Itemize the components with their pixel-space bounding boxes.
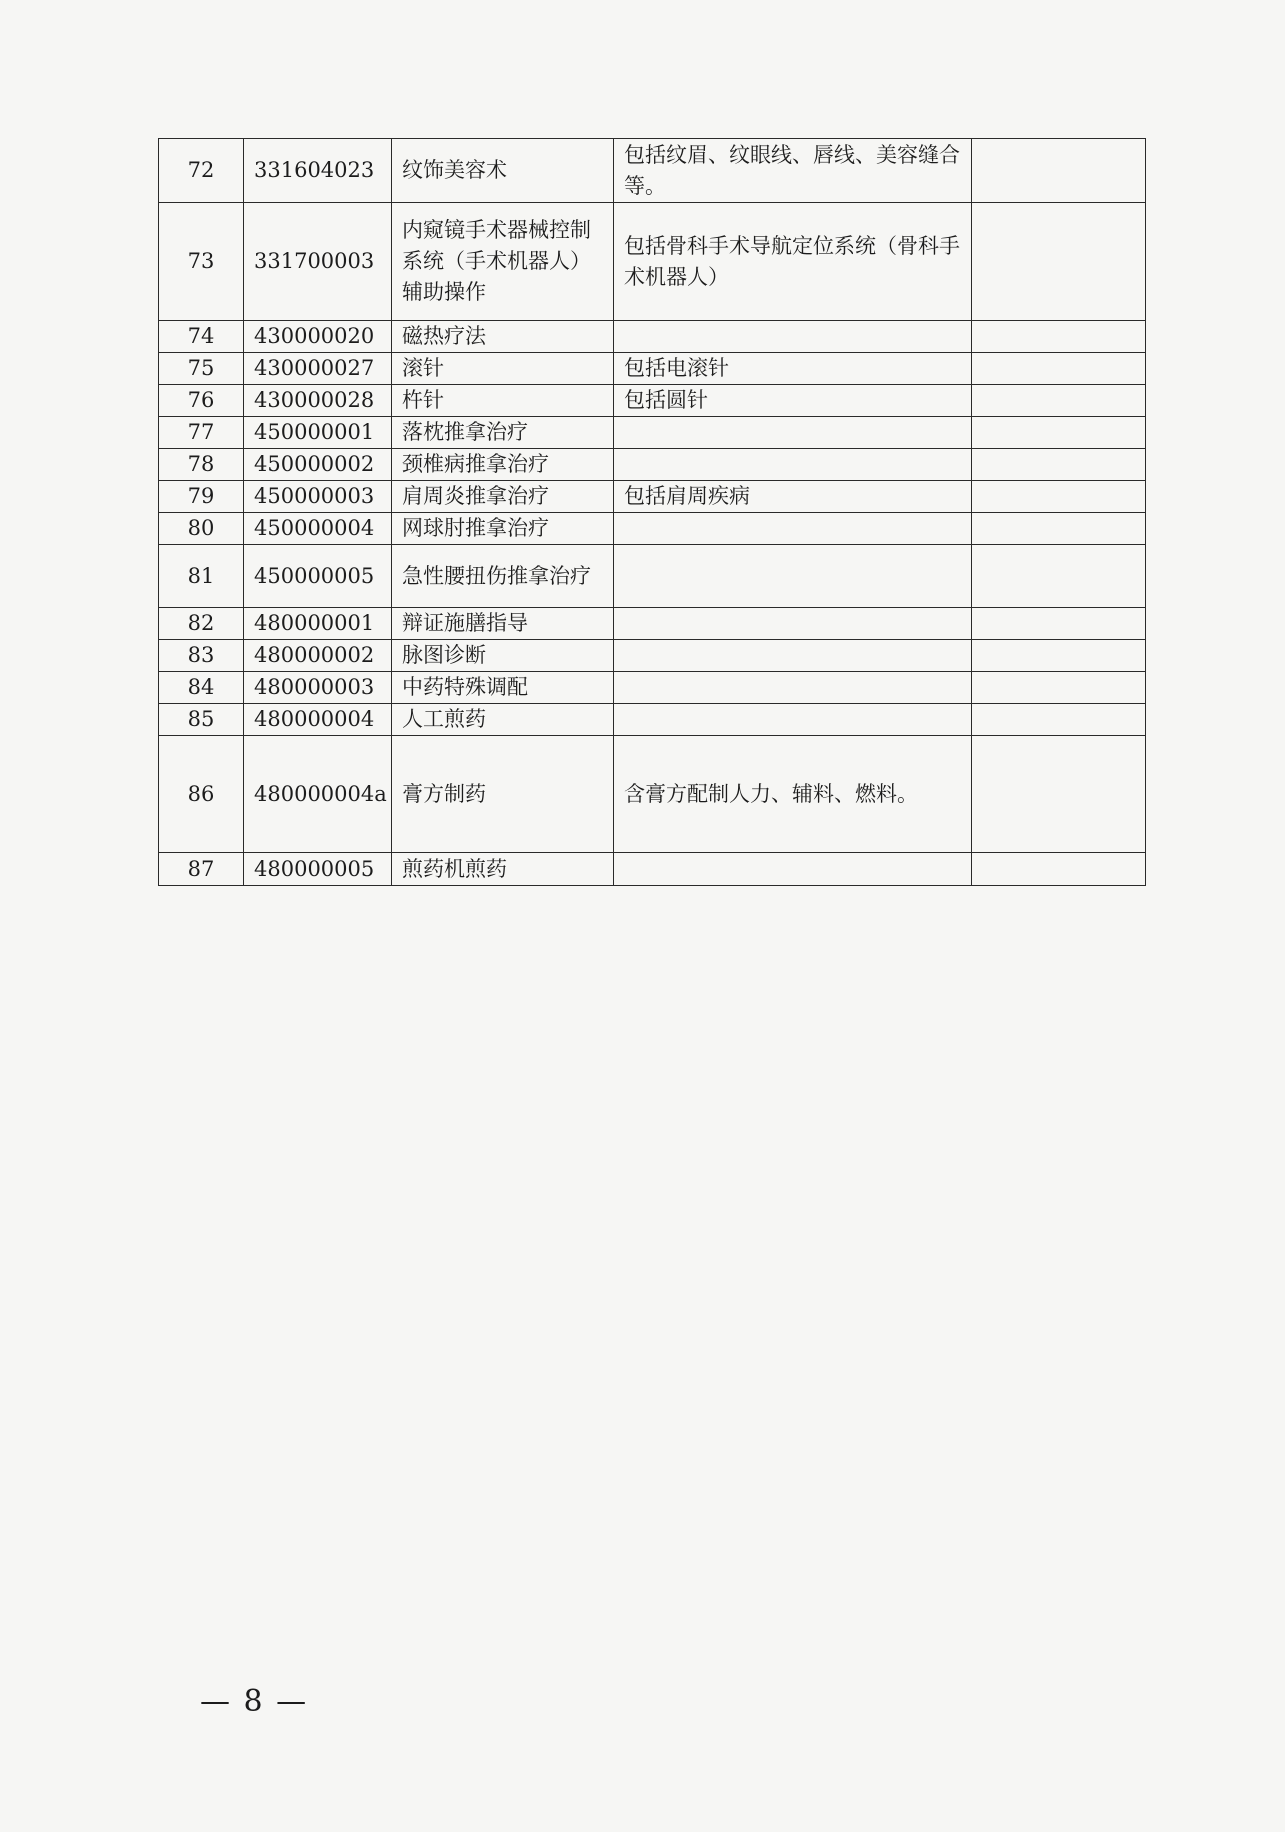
- item-name: 膏方制药: [392, 736, 614, 853]
- row-number: 84: [159, 672, 244, 704]
- item-name: 煎药机煎药: [392, 853, 614, 886]
- table-row: [159, 704, 1146, 736]
- table-row: [159, 203, 1146, 321]
- item-code: 480000002: [244, 640, 392, 672]
- item-note: [972, 203, 1146, 321]
- row-number: 72: [159, 139, 244, 203]
- item-note: [972, 481, 1146, 513]
- row-number: 80: [159, 513, 244, 545]
- item-name: 纹饰美容术: [392, 139, 614, 203]
- item-note: [972, 545, 1146, 608]
- item-note: [972, 608, 1146, 640]
- item-note: [972, 321, 1146, 353]
- item-description: 包括肩周疾病: [614, 481, 972, 513]
- table-row: [159, 417, 1146, 449]
- item-name: 颈椎病推拿治疗: [392, 449, 614, 481]
- item-note: [972, 672, 1146, 704]
- row-number: 81: [159, 545, 244, 608]
- item-code: 331604023: [244, 139, 392, 203]
- item-code: 450000003: [244, 481, 392, 513]
- item-description: [614, 640, 972, 672]
- item-name: 杵针: [392, 385, 614, 417]
- item-note: [972, 385, 1146, 417]
- item-note: [972, 449, 1146, 481]
- table-row: [159, 139, 1146, 203]
- item-code: 430000027: [244, 353, 392, 385]
- page-number: — 8 —: [200, 1684, 309, 1719]
- item-code: 450000004: [244, 513, 392, 545]
- table-row: [159, 385, 1146, 417]
- item-code: 480000004: [244, 704, 392, 736]
- table-row: [159, 449, 1146, 481]
- item-description: [614, 417, 972, 449]
- item-code: 480000004a: [244, 736, 392, 853]
- item-code: 331700003: [244, 203, 392, 321]
- item-description: 包括圆针: [614, 385, 972, 417]
- row-number: 78: [159, 449, 244, 481]
- table-row: [159, 853, 1146, 886]
- row-number: 82: [159, 608, 244, 640]
- table-row: [159, 545, 1146, 608]
- item-description: [614, 672, 972, 704]
- item-description: [614, 704, 972, 736]
- item-code: 450000005: [244, 545, 392, 608]
- item-description: 包括骨科手术导航定位系统（骨科手术机器人）: [614, 203, 972, 321]
- table-row: [159, 353, 1146, 385]
- item-description: [614, 321, 972, 353]
- item-code: 480000001: [244, 608, 392, 640]
- item-description: 包括纹眉、纹眼线、唇线、美容缝合等。: [614, 139, 972, 203]
- item-description: [614, 449, 972, 481]
- item-name: 急性腰扭伤推拿治疗: [392, 545, 614, 608]
- item-code: 430000020: [244, 321, 392, 353]
- item-note: [972, 736, 1146, 853]
- item-name: 辩证施膳指导: [392, 608, 614, 640]
- item-description: 含膏方配制人力、辅料、燃料。: [614, 736, 972, 853]
- item-name: 网球肘推拿治疗: [392, 513, 614, 545]
- item-note: [972, 853, 1146, 886]
- item-name: 落枕推拿治疗: [392, 417, 614, 449]
- item-name: 磁热疗法: [392, 321, 614, 353]
- item-note: [972, 704, 1146, 736]
- row-number: 73: [159, 203, 244, 321]
- item-name: 中药特殊调配: [392, 672, 614, 704]
- row-number: 87: [159, 853, 244, 886]
- fee-item-table: [158, 138, 1146, 886]
- item-name: 肩周炎推拿治疗: [392, 481, 614, 513]
- item-note: [972, 139, 1146, 203]
- table-row: [159, 481, 1146, 513]
- row-number: 76: [159, 385, 244, 417]
- row-number: 74: [159, 321, 244, 353]
- table-row: [159, 513, 1146, 545]
- row-number: 86: [159, 736, 244, 853]
- table-row: [159, 321, 1146, 353]
- item-code: 480000005: [244, 853, 392, 886]
- table-row: [159, 736, 1146, 853]
- item-description: [614, 853, 972, 886]
- item-note: [972, 353, 1146, 385]
- item-description: [614, 513, 972, 545]
- row-number: 83: [159, 640, 244, 672]
- item-description: [614, 545, 972, 608]
- table-row: [159, 640, 1146, 672]
- item-code: 450000001: [244, 417, 392, 449]
- row-number: 77: [159, 417, 244, 449]
- item-note: [972, 513, 1146, 545]
- item-code: 450000002: [244, 449, 392, 481]
- item-code: 430000028: [244, 385, 392, 417]
- item-note: [972, 640, 1146, 672]
- item-name: 内窥镜手术器械控制系统（手术机器人）辅助操作: [392, 203, 614, 321]
- item-description: [614, 608, 972, 640]
- row-number: 75: [159, 353, 244, 385]
- table-body: [159, 139, 1146, 886]
- item-name: 脉图诊断: [392, 640, 614, 672]
- item-name: 滚针: [392, 353, 614, 385]
- row-number: 79: [159, 481, 244, 513]
- item-description: 包括电滚针: [614, 353, 972, 385]
- table-row: [159, 672, 1146, 704]
- table-row: [159, 608, 1146, 640]
- item-name: 人工煎药: [392, 704, 614, 736]
- item-note: [972, 417, 1146, 449]
- item-code: 480000003: [244, 672, 392, 704]
- row-number: 85: [159, 704, 244, 736]
